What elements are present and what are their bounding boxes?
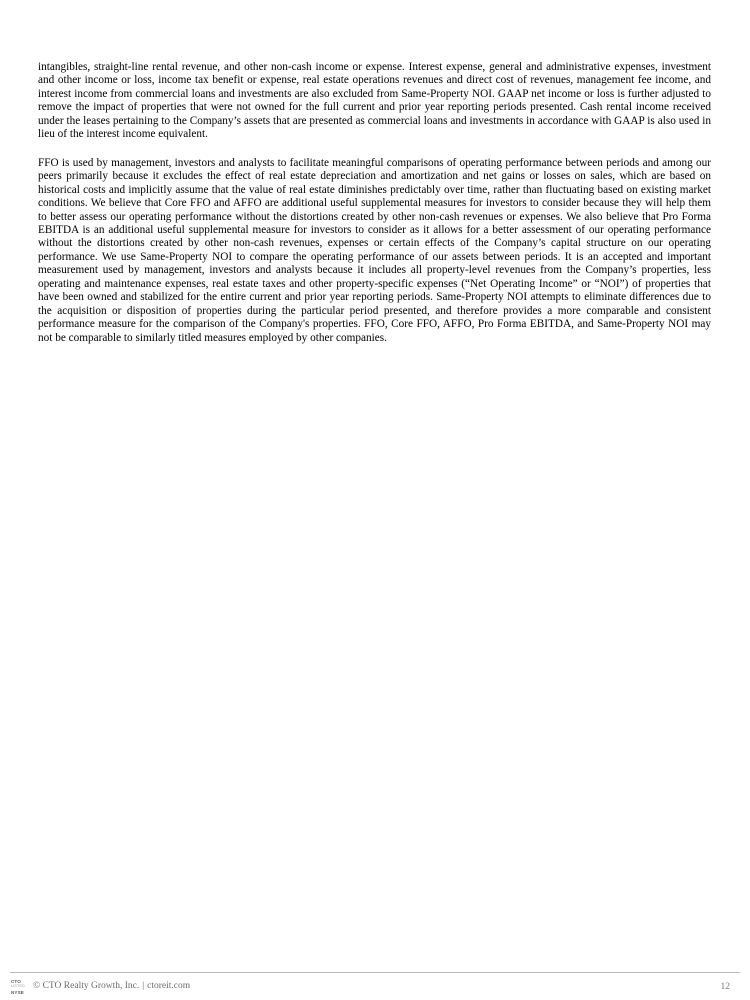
- logo-text-listed: LISTED: [11, 984, 25, 989]
- document-body: [38, 61, 711, 345]
- cto-nyse-logo: [11, 976, 31, 998]
- logo-text-cto: CTO: [11, 979, 21, 985]
- page-footer: [10, 972, 740, 1000]
- logo-text-nyse: NYSE: [11, 989, 24, 995]
- body-paragraph-2: FFO is used by management, investors and analysts to facilitate meaningful comparisons of operating performance between periods and among our peers primarily because it excludes the effect of real estate depreciation and amortization and net gains or losses on sales, which are based on historical costs and implicitly assume that the value of real estate diminishes predictably over time, rather than fluctuating based on existing market conditions. We believe that Core FFO and AFFO are additional useful supplemental measures for investors to consider because they will help them to better assess our operating performance without the distortions created by other non-cash revenues or expenses. We also believe that Pro Forma EBITDA is an additional useful supplemental measure for investors to consider as it allows for a better assessment of our operating performance without the distortions created by other non-cash revenues, expenses or certain effects of the Company’s capital structure on our operating performance. We use Same-Property NOI to compare the operating performance of our assets between periods. It is an accepted and important measurement used by management, investors and analysts because it includes all property-level revenues from the Company’s properties, less operating and maintenance expenses, real estate taxes and other property-specific expenses (“Net Operating Income” or “NOI”) of properties that have been owned and stabilized for the entire current and prior year reporting periods. Same-Property NOI attempts to eliminate differences due to the acquisition or disposition of properties during the particular period presented, and therefore provides a more comparable and consistent performance measure for the comparison of the Company's properties. FFO, Core FFO, AFFO, Pro Forma EBITDA, and Same-Property NOI may not be comparable to similarly titled measures employed by other companies.: [38, 156, 711, 344]
- page-number: 12: [720, 982, 730, 992]
- footer-company: © CTO Realty Growth, Inc.: [33, 981, 140, 991]
- body-paragraph-1: intangibles, straight-line rental revenue, and other non-cash income or expense. Interest expense, general and administrative expenses, investment and other income or loss, income tax benefit or expense, real estate operations revenues and direct cost of revenues, management fee income, and interest income from commercial loans and investments are also excluded from Same-Property NOI. GAAP net income or loss is further adjusted to remove the impact of properties that were not owned for the full current and prior year reporting periods presented. Cash rental income received under the leases pertaining to the Company’s assets that are presented as commercial loans and investments in accordance with GAAP is also used in lieu of the interest income equivalent.: [38, 61, 711, 141]
- footer-website-link[interactable]: ctoreit.com: [147, 981, 191, 991]
- footer-separator: |: [142, 981, 145, 991]
- footer-credits: [33, 981, 190, 991]
